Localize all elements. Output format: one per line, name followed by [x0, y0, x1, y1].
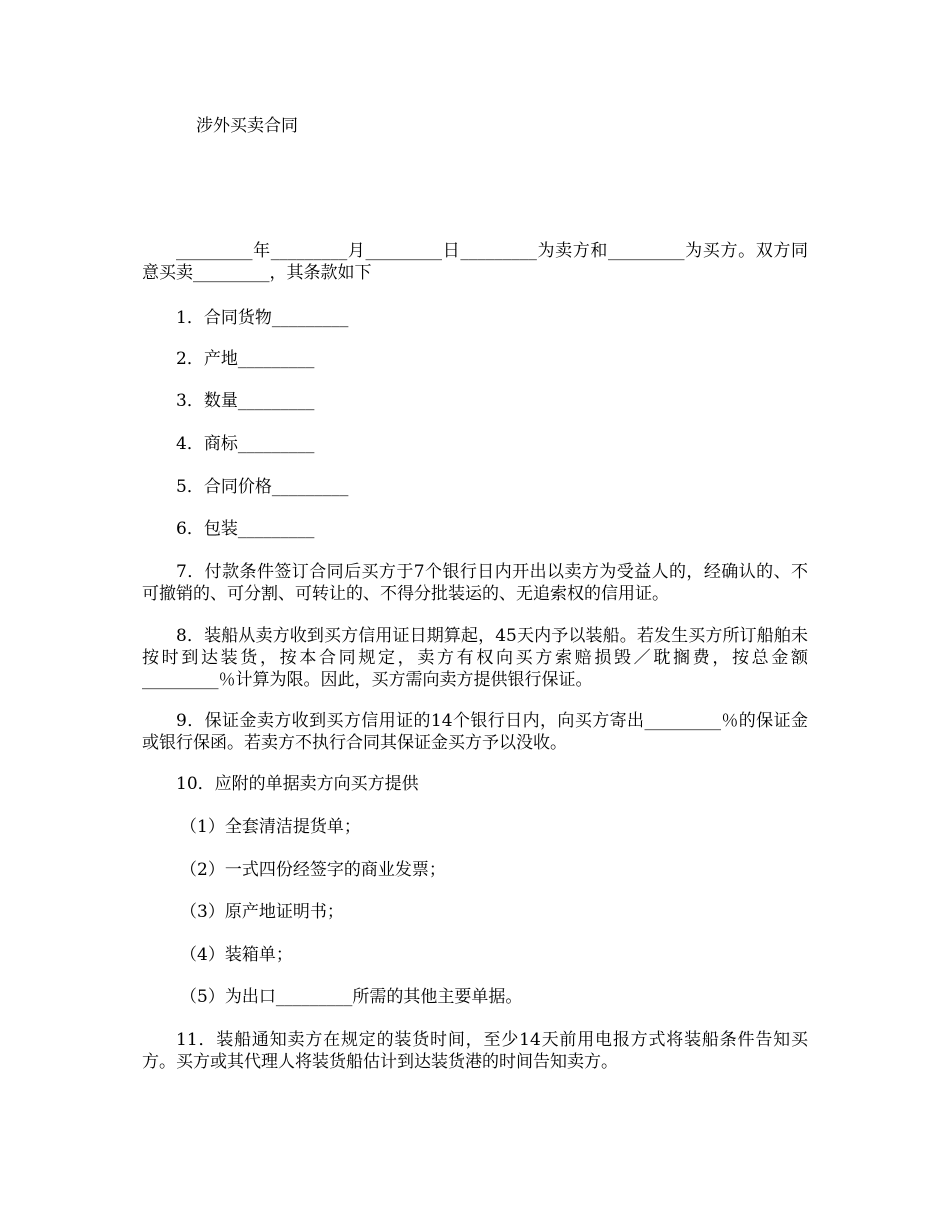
clause-quantity: 3．数量_________	[176, 391, 315, 411]
clause-contract-goods: 1．合同货物_________	[176, 308, 349, 328]
clause-contract-price: 5．合同价格_________	[176, 477, 349, 497]
clause-shipment: 8．装船从卖方收到买方信用证日期算起，45天内予以装船。若发生买方所订船舶未按时到达装货，按本合同规定，卖方有权向买方索赔损毁／耽搁费，按总金额_________％计算为限。因此，买方需向卖方提供银行保证。	[142, 626, 808, 690]
document-item-other-documents: （5）为出口_________所需的其他主要单据。	[180, 987, 523, 1007]
document-item-packing-list: （4）装箱单；	[180, 945, 293, 965]
document-item-commercial-invoice: （2）一式四份经签字的商业发票；	[180, 860, 446, 880]
clause-origin: 2．产地_________	[176, 349, 315, 369]
clause-trademark: 4．商标_________	[176, 434, 315, 454]
clause-packing: 6．包装_________	[176, 519, 315, 539]
clause-payment-terms: 7．付款条件签订合同后买方于7个银行日内开出以卖方为受益人的，经确认的、不可撤销的、可分割、可转让的、不得分批装运的、无追索权的信用证。	[142, 562, 808, 604]
clause-shipping-notice: 11．装船通知卖方在规定的装货时间，至少14天前用电报方式将装船条件告知买方。买方或其代理人将装货船估计到达装货港的时间告知卖方。	[142, 1030, 808, 1072]
clause-deposit: 9．保证金卖方收到买方信用证的14个银行日内，向买方寄出_________％的保证金或银行保函。若卖方不执行合同其保证金买方予以没收。	[142, 711, 808, 753]
document-item-certificate-of-origin: （3）原产地证明书；	[180, 902, 344, 922]
clause-documents: 10．应附的单据卖方向买方提供	[176, 774, 419, 794]
document-item-bill-of-lading: （1）全套清洁提货单；	[180, 817, 361, 837]
document-title: 涉外买卖合同	[196, 116, 298, 136]
intro-paragraph: _________年_________月_________日_________为卖方和_________为买方。双方同意买卖_________，其条款如下	[142, 241, 808, 283]
